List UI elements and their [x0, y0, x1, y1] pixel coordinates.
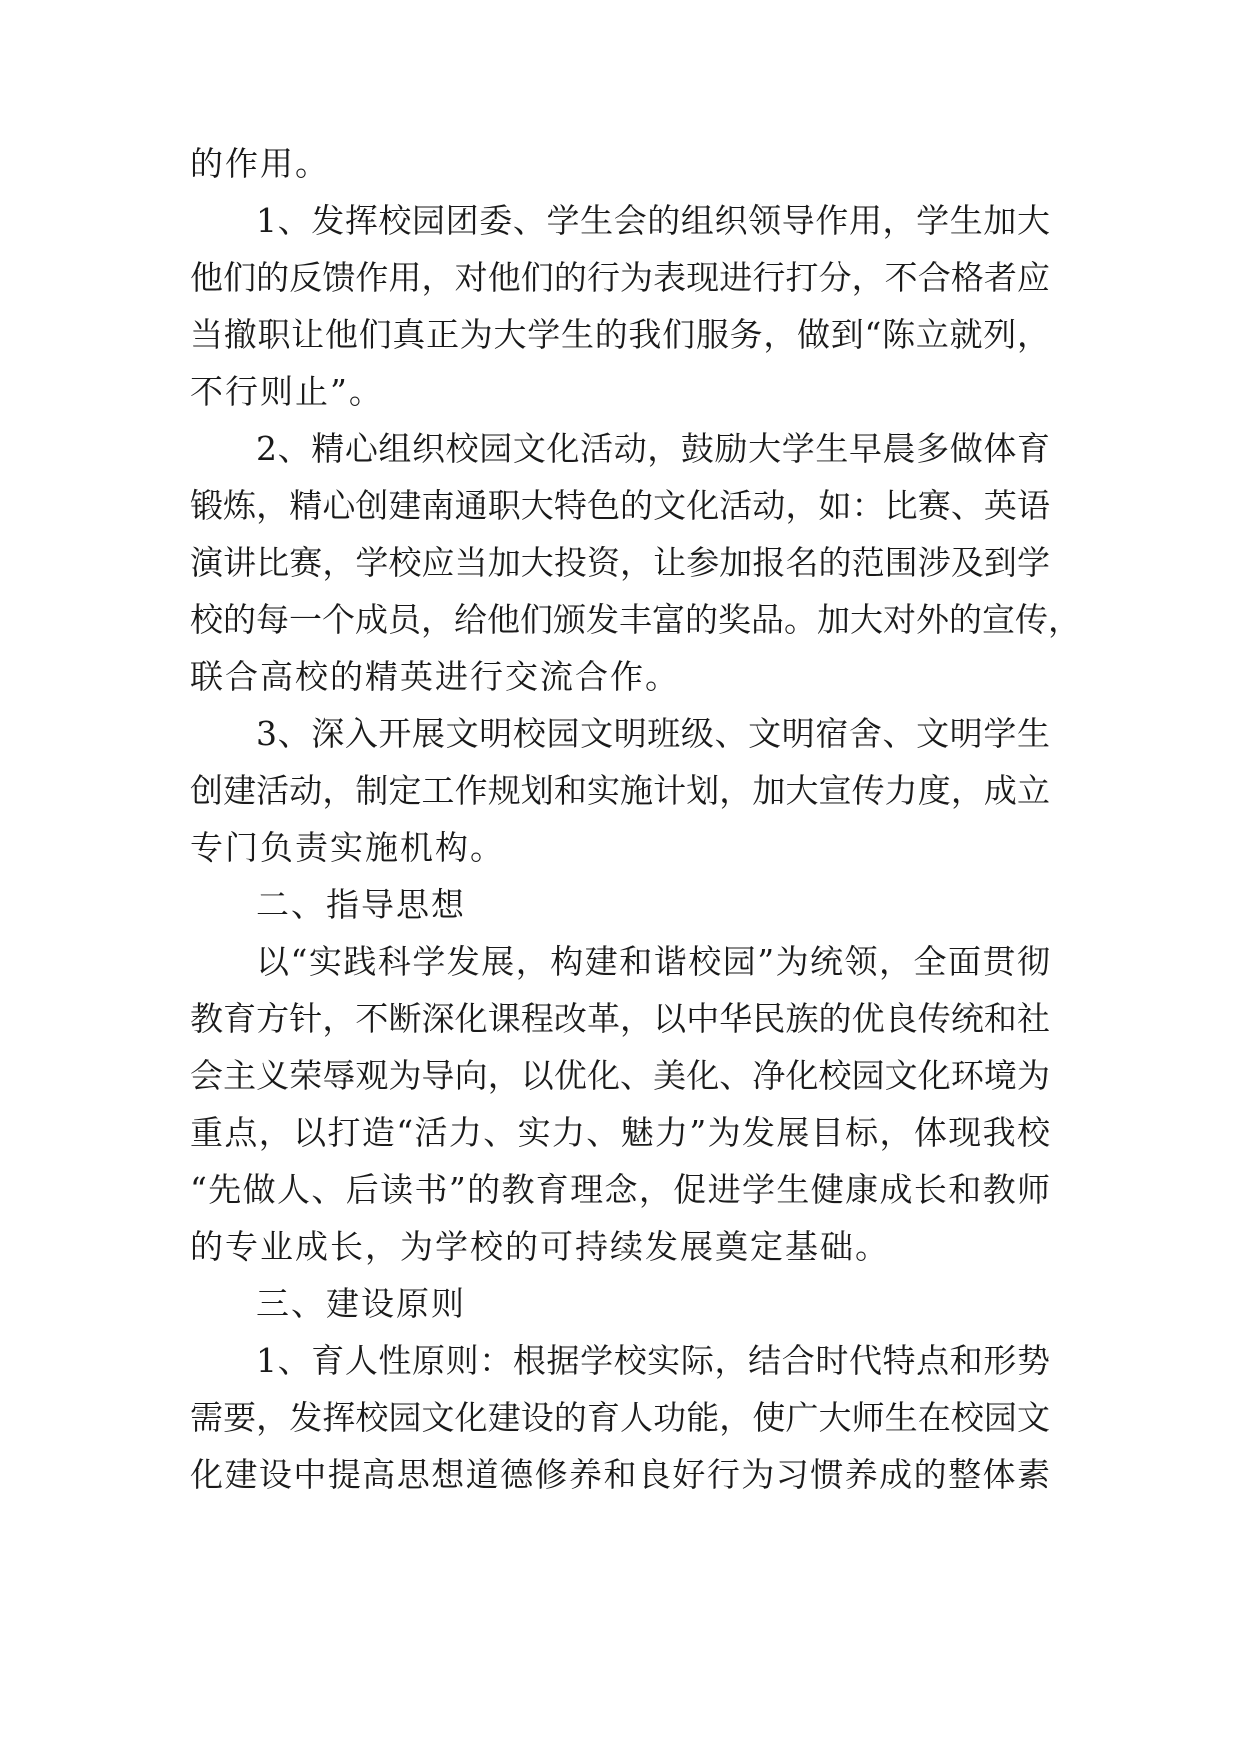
text-line: 联合高校的精英进行交流合作。 — [190, 657, 680, 696]
text-line: 2、精心组织校园文化活动，鼓励大学生早晨多做体育 — [256, 429, 1050, 468]
text-line: 会主义荣辱观为导向，以优化、美化、净化校园文化环境为 — [190, 1056, 1050, 1095]
text-line: 1、育人性原则：根据学校实际，结合时代特点和形势 — [256, 1341, 1050, 1380]
text-line: 3、深入开展文明校园文明班级、文明宿舍、文明学生 — [256, 714, 1050, 753]
text-line: 教育方针，不断深化课程改革，以中华民族的优良传统和社 — [190, 999, 1050, 1038]
text-line: 重点，以打造“活力、实力、魅力”为发展目标，体现我校 — [190, 1113, 1050, 1152]
section-heading: 二、指导思想 — [256, 885, 466, 924]
text-line: 专门负责实施机构。 — [190, 828, 505, 867]
text-line: 当撤职让他们真正为大学生的我们服务，做到“陈立就列， — [190, 315, 1050, 354]
text-line: 1、发挥校园团委、学生会的组织领导作用，学生加大 — [256, 201, 1050, 240]
text-line: 创建活动，制定工作规划和实施计划，加大宣传力度，成立 — [190, 771, 1050, 810]
text-line: 以“实践科学发展，构建和谐校园”为统领，全面贯彻 — [256, 942, 1050, 981]
text-line: 的专业成长，为学校的可持续发展奠定基础。 — [190, 1227, 890, 1266]
text-line: 锻炼，精心创建南通职大特色的文化活动，如：比赛、英语 — [190, 486, 1050, 525]
text-line: 他们的反馈作用，对他们的行为表现进行打分，不合格者应 — [190, 258, 1050, 297]
text-line: 化建设中提高思想道德修养和良好行为习惯养成的整体素 — [190, 1455, 1050, 1494]
text-line: 需要，发挥校园文化建设的育人功能，使广大师生在校园文 — [190, 1398, 1050, 1437]
text-line: 校的每一个成员，给他们颁发丰富的奖品。加大对外的宣传， — [190, 600, 1081, 639]
text-line: 演讲比赛，学校应当加大投资，让参加报名的范围涉及到学 — [190, 543, 1050, 582]
text-line: 的作用。 — [190, 144, 330, 183]
text-line: 不行则止”。 — [190, 372, 384, 411]
text-line: “先做人、后读书”的教育理念，促进学生健康成长和教师 — [190, 1170, 1050, 1209]
section-heading: 三、建设原则 — [256, 1284, 466, 1323]
